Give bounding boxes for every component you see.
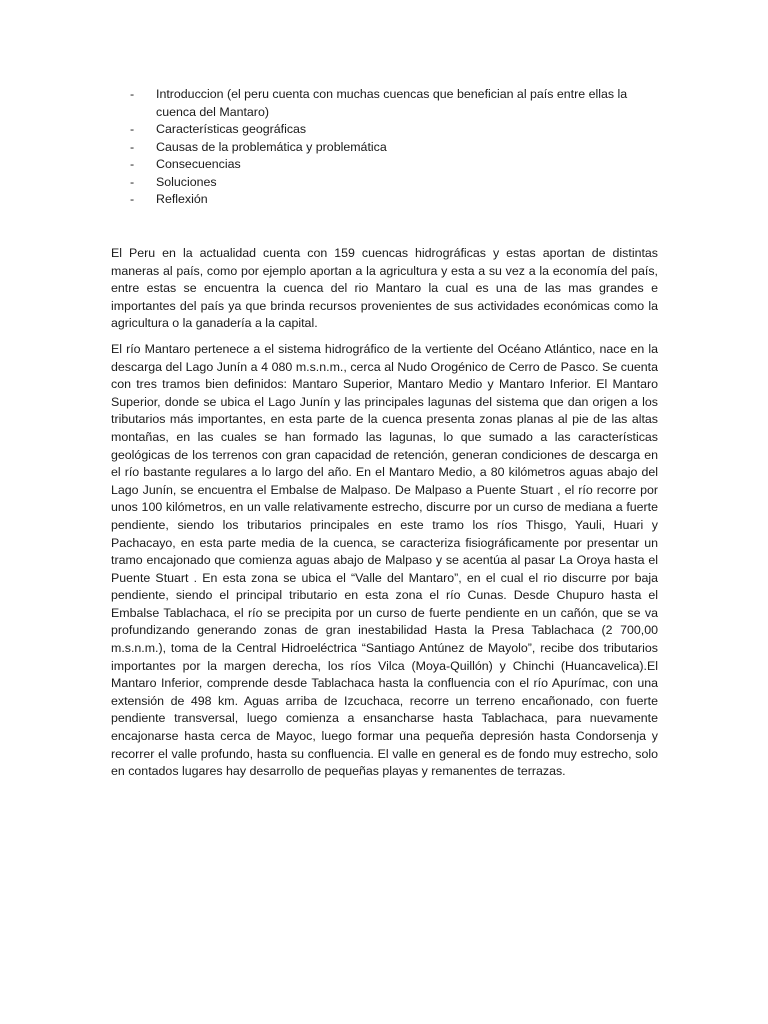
list-bullet: - [130, 157, 135, 171]
list-bullet: - [130, 122, 135, 136]
paragraph-intro: El Peru en la actualidad cuenta con 159 cuencas hidrográficas y estas aportan de distintas maneras al país, como por ejemplo aportan a la agricultura y esta a su vez a la economía del país, entre estas se encuentra la cuenca del rio Mantaro la cual es una de las mas grandes e importantes del país ya que brinda recursos provenientes de sus actividades económicas como la agricultura o la ganadería a la capital. [111, 246, 658, 331]
outline-item-text: Reflexión [156, 192, 208, 206]
body-text [111, 245, 658, 789]
paragraph-mantaro-river: El río Mantaro pertenece a el sistema hidrográfico de la vertiente del Océano Atlántico, nace en la descarga del Lago Junín a 4 080 m.s.n.m., cerca al Nudo Orogénico de Cerro de Pasco. Se cuenta con tres tramos bien definidos: Mantaro Superior, Mantaro Medio y Mantaro Inferior. El Mantaro Superior, donde se ubica el Lago Junín y las principales lagunas del sistema que dan origen a los tributarios más importantes, en esta parte de la cuenca presenta zonas planas al pie de las altas montañas, en las cuales se han formado las lagunas, lo que sumado a las características geológicas de los terrenos con gran capacidad de retención, generan condiciones de descarga en el río bastante regulares a lo largo del año. En el Mantaro Medio, a 80 kilómetros aguas abajo del Lago Junín, se encuentra el Embalse de Malpaso. De Malpaso a Puente Stuart , el río recorre por unos 100 kilómetros, en un valle relativamente estrecho, discurre por un curso de mediana a fuerte pendiente, siendo los tributarios principales en este tramo los ríos Thisgo, Yauli, Huari y Pachacayo, en esta parte media de la cuenca, se caracteriza fisiográficamente por presentar un tramo encajonado que comienza aguas abajo de Malpaso y se acentúa al pasar La Oroya hasta el Puente Stuart . En esta zona se ubica el “Valle del Mantaro”, en el cual el rio discurre por baja pendiente, siendo el principal tributario en esta zona el río Cunas. Desde Chupuro hasta el Embalse Tablachaca, el río se precipita por un curso de fuerte pendiente en un cañón, que se va profundizando generando zonas de gran inestabilidad Hasta la Presa Tablachaca (2 700,00 m.s.n.m.), toma de la Central Hidroeléctrica “Santiago Antúnez de Mayolo”, recibe dos tributarios importantes por la margen derecha, los ríos Vilca (Moya-Quillón) y Chinchi (Huancavelica).El Mantaro Inferior, comprende desde Tablachaca hasta la confluencia con el río Apurímac, con una extensión de 498 km. Aguas arriba de Izcuchaca, recorre un terreno encañonado, con fuerte pendiente transversal, luego comienza a ensancharse hasta Tablachaca, para nuevamente encajonarse hasta cerca de Mayoc, luego formar una pequeña depresión hasta Condorsenja y recorrer el valle profundo, hasta su confluencia. El valle en general es de fondo muy estrecho, solo en contados lugares hay desarrollo de pequeñas playas y remanentes de terrazas. [111, 341, 658, 779]
outline-item [128, 156, 668, 174]
outline-item [128, 139, 668, 157]
outline-item [128, 174, 668, 192]
list-bullet: - [130, 139, 135, 154]
outline-item-text: Introduccion (el peru cuenta con muchas cuencas que benefician al país entre ellas la cuenca del Mantaro) [156, 87, 628, 119]
outline-item-text: Soluciones [156, 174, 217, 189]
outline-item [128, 86, 668, 121]
outline-item-text: Características geográficas [156, 122, 307, 136]
list-bullet: - [130, 192, 135, 206]
outline-item-text: Causas de la problemática y problemática [156, 139, 387, 154]
list-bullet: - [130, 87, 135, 101]
outline-item-text: Consecuencias [156, 157, 241, 171]
outline-list [128, 86, 668, 209]
outline-item [128, 121, 668, 139]
outline-item [128, 191, 668, 209]
list-bullet: - [130, 174, 135, 189]
